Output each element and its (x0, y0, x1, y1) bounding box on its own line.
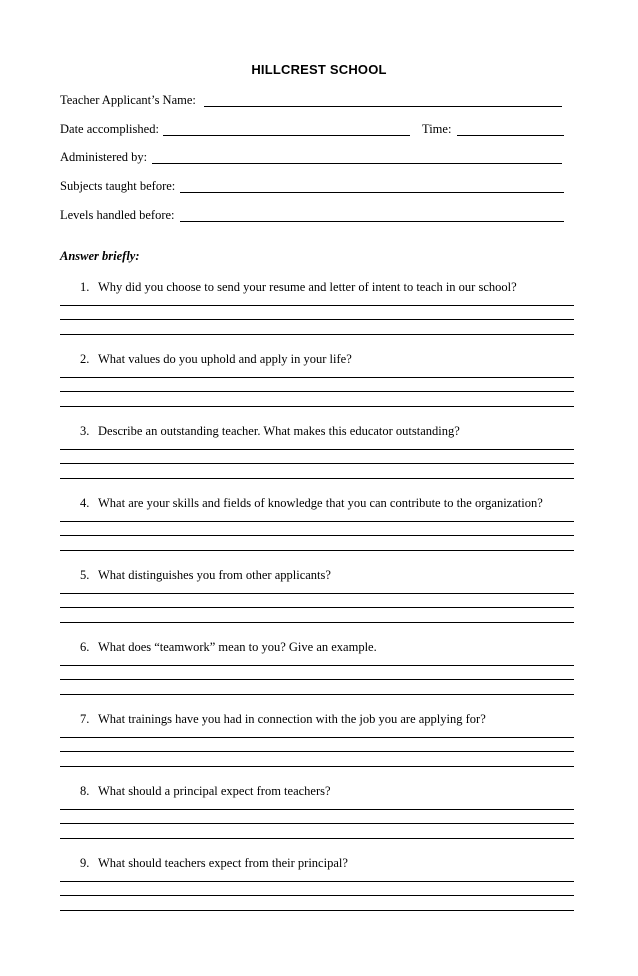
answer-line[interactable] (60, 737, 574, 738)
question-item (60, 784, 574, 844)
question-number: 7. (80, 712, 90, 726)
question-item (60, 712, 574, 772)
question-text: Describe an outstanding teacher. What makes this educator outstanding? (98, 424, 460, 438)
answer-line[interactable] (60, 665, 574, 666)
answer-line[interactable] (60, 377, 574, 378)
answer-line[interactable] (60, 449, 574, 450)
subjects-taught-field[interactable] (180, 192, 564, 193)
question-number: 5. (80, 568, 90, 582)
subjects-taught-label: Subjects taught before: (60, 179, 176, 193)
date-accomplished-field[interactable] (163, 135, 410, 136)
levels-handled-label: Levels handled before: (60, 208, 175, 222)
question-item (60, 352, 574, 412)
question-number: 2. (80, 352, 90, 366)
answer-line[interactable] (60, 809, 574, 810)
instructions-heading: Answer briefly: (60, 249, 140, 263)
date-accomplished-row (60, 122, 574, 138)
administered-by-label: Administered by: (60, 150, 148, 164)
administered-by-row (60, 150, 574, 166)
answer-line[interactable] (60, 895, 574, 896)
answer-line[interactable] (60, 593, 574, 594)
answer-line[interactable] (60, 463, 574, 464)
question-text: What distinguishes you from other applicants? (98, 568, 331, 582)
date-accomplished-label: Date accomplished: (60, 122, 159, 136)
question-text: What should a principal expect from teachers? (98, 784, 331, 798)
answer-line[interactable] (60, 838, 574, 839)
question-number: 8. (80, 784, 90, 798)
answer-line[interactable] (60, 305, 574, 306)
time-label: Time: (422, 122, 452, 136)
answer-line[interactable] (60, 823, 574, 824)
question-text: What values do you uphold and apply in your life? (98, 352, 352, 366)
subjects-taught-row (60, 179, 574, 195)
answer-line[interactable] (60, 406, 574, 407)
school-title: HILLCREST SCHOOL (251, 62, 387, 77)
answer-line[interactable] (60, 910, 574, 911)
question-item (60, 856, 574, 916)
answer-line[interactable] (60, 881, 574, 882)
question-item (60, 280, 574, 340)
question-number: 4. (80, 496, 90, 510)
time-field[interactable] (457, 135, 564, 136)
answer-line[interactable] (60, 607, 574, 608)
answer-line[interactable] (60, 751, 574, 752)
question-text: What does “teamwork” mean to you? Give an example. (98, 640, 377, 654)
answer-line[interactable] (60, 319, 574, 320)
question-item (60, 496, 574, 556)
answer-line[interactable] (60, 694, 574, 695)
answer-line[interactable] (60, 622, 574, 623)
question-text: What should teachers expect from their principal? (98, 856, 348, 870)
answer-line[interactable] (60, 334, 574, 335)
answer-line[interactable] (60, 766, 574, 767)
question-item (60, 640, 574, 700)
answer-line[interactable] (60, 679, 574, 680)
levels-handled-row (60, 208, 574, 224)
question-text: What trainings have you had in connection with the job you are applying for? (98, 712, 486, 726)
question-number: 3. (80, 424, 90, 438)
question-item (60, 568, 574, 628)
applicant-name-field[interactable] (204, 106, 562, 107)
answer-line[interactable] (60, 478, 574, 479)
question-number: 6. (80, 640, 90, 654)
question-item (60, 424, 574, 484)
applicant-name-row (60, 93, 574, 109)
applicant-name-label: Teacher Applicant’s Name: (60, 93, 196, 107)
answer-line[interactable] (60, 535, 574, 536)
question-number: 9. (80, 856, 90, 870)
question-text: What are your skills and fields of knowledge that you can contribute to the organization? (98, 496, 543, 510)
levels-handled-field[interactable] (180, 221, 564, 222)
answer-line[interactable] (60, 391, 574, 392)
answer-line[interactable] (60, 521, 574, 522)
answer-line[interactable] (60, 550, 574, 551)
question-number: 1. (80, 280, 90, 294)
administered-by-field[interactable] (152, 163, 562, 164)
question-text: Why did you choose to send your resume and letter of intent to teach in our school? (98, 280, 517, 294)
